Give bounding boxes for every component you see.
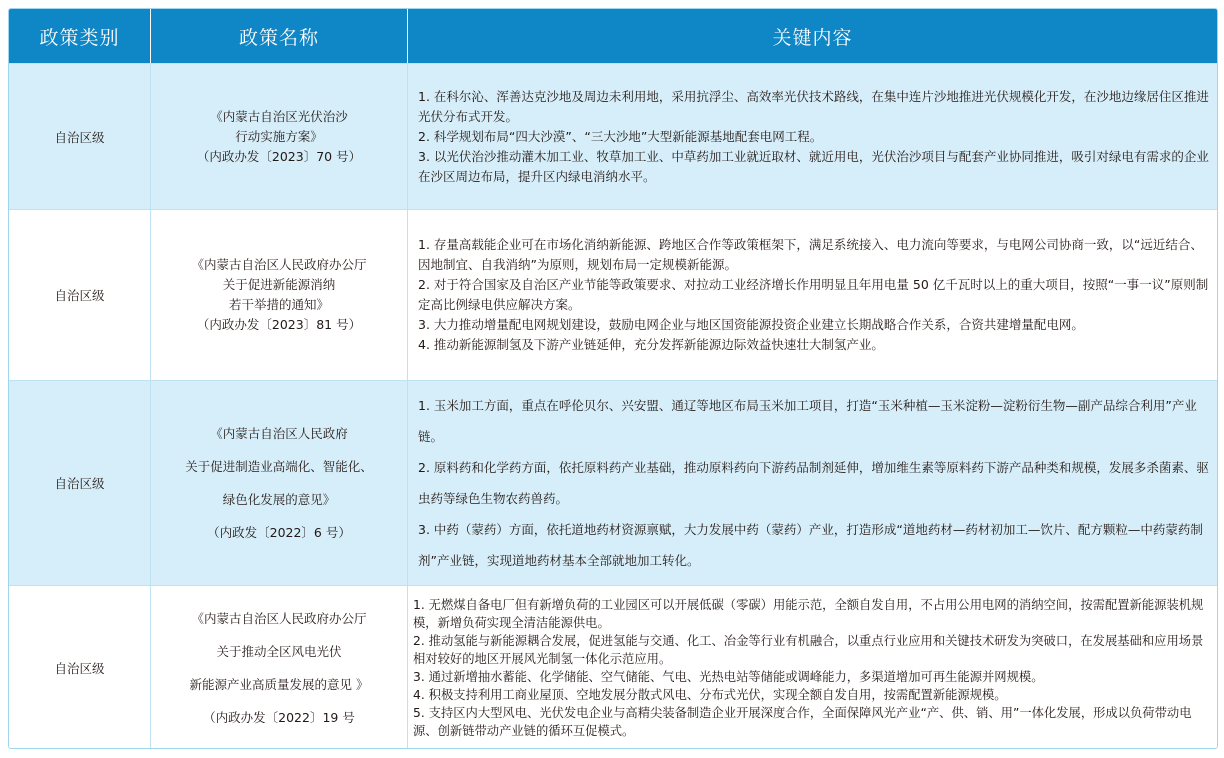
content-item: 3. 大力推动增量配电网规划建设，鼓励电网企业与地区国资能源投资企业建立长期战略合作关系，合资共建增量配电网。 — [418, 317, 1084, 332]
policy-table — [8, 8, 1218, 749]
content-item: 2. 科学规划布局“四大沙漠”、“三大沙地”大型新能源基地配套电网工程。 — [418, 128, 823, 144]
policy-category: 自治区级 — [9, 381, 151, 585]
key-content — [408, 64, 1217, 209]
content-item: 3. 中药（蒙药）方面，依托道地药材资源禀赋，大力发展中药（蒙药）产业，打造形成“道地药材—药材初加工—饮片、配方颗粒—中药蒙药制剂”产业链，实现道地药材基本全部就地加工转化。 — [418, 522, 1203, 568]
content-item: 4. 推动新能源制氢及下游产业链延伸，充分发挥新能源边际效益快速壮大制氢产业。 — [418, 337, 884, 352]
policy-category: 自治区级 — [9, 210, 151, 380]
policy-name-line: 新能源产业高质量发展的意见 》 — [189, 676, 369, 692]
policy-category: 自治区级 — [9, 64, 151, 209]
policy-name-line: 关于推动全区风电光伏 — [216, 643, 342, 659]
header-policy-name: 政策名称 — [151, 9, 408, 63]
key-content — [408, 586, 1217, 749]
content-item: 1. 存量高载能企业可在市场化消纳新能源、跨地区合作等政策框架下，满足系统接入、电力流向等要求，与电网公司协商一致，以“远近结合、因地制宜、自我消纳”为原则，规划布局一定规模新能源。 — [418, 237, 1203, 272]
content-item: 2. 对于符合国家及自治区产业节能等政策要求、对拉动工业经济增长作用明显且年用电量 50 亿千瓦时以上的重大项目，按照“一事一议”原则制定高比例绿电供应解决方案。 — [418, 277, 1209, 312]
content-item: 2. 原料药和化学药方面，依托原料药产业基础，推动原料药向下游药品制剂延伸，增加维生素等原料药下游产品种类和规模，发展多杀菌素、驱虫药等绿色生物农药兽药。 — [418, 460, 1209, 506]
table-header — [9, 9, 1217, 63]
policy-name-line: 关于促进新能源消纳 — [222, 277, 336, 292]
policy-name-line: 《内蒙古自治区人民政府办公厅 — [191, 610, 367, 626]
content-item: 1. 在科尔沁、浑善达克沙地及周边未利用地，采用抗浮尘、高效率光伏技术路线，在集中连片沙地推进光伏规模化开发，在沙地边缘居住区推进光伏分布式开发。 — [418, 88, 1209, 124]
policy-name-line: 绿色化发展的意见》 — [222, 492, 336, 507]
policy-name-line: 关于促进制造业高端化、智能化、 — [185, 459, 373, 474]
content-item: 5. 支持区内大型风电、光伏发电企业与高精尖装备制造企业开展深度合作，全面保障风光产业“产、供、销、用”一体化发展，形成以负荷带动电源、创新链带动产业链的循环互促模式。 — [413, 705, 1192, 738]
content-item: 2. 推动氢能与新能源耦合发展，促进氢能与交通、化工、冶金等行业有机融合，以重点行业应用和关键技术研发为突破口，在发展基础和应用场景相对较好的地区开展风光制氢一体化示范应用。 — [413, 633, 1204, 666]
policy-name-line: 《内蒙古自治区人民政府办公厅 — [191, 257, 367, 272]
policy-name-line: 《内蒙古自治区光伏治沙 — [210, 108, 348, 124]
policy-name-line: 《内蒙古自治区人民政府 — [210, 426, 348, 441]
policy-name — [151, 381, 408, 585]
policy-category: 自治区级 — [9, 586, 151, 749]
policy-name-line: （内政办发〔2023〕81 号） — [196, 317, 362, 332]
policy-name-line: （内政办发〔2023〕70 号） — [196, 148, 362, 164]
policy-name-line: （内政发〔2022〕6 号） — [207, 525, 351, 540]
content-item: 1. 玉米加工方面，重点在呼伦贝尔、兴安盟、通辽等地区布局玉米加工项目，打造“玉米种植—玉米淀粉—淀粉衍生物—副产品综合利用”产业链。 — [418, 398, 1197, 444]
content-item: 1. 无燃煤自备电厂但有新增负荷的工业园区可以开展低碳（零碳）用能示范，全额自发自用，不占用公用电网的消纳空间，按需配置新能源装机规模，新增负荷实现全清洁能源供电。 — [413, 597, 1204, 630]
policy-name — [151, 210, 408, 380]
header-policy-category: 政策类别 — [9, 9, 151, 63]
policy-name-line: 行动实施方案》 — [235, 128, 323, 144]
policy-name-line: 若干举措的通知》 — [228, 297, 329, 312]
key-content — [408, 381, 1217, 585]
table-row — [9, 209, 1217, 380]
content-item: 3. 以光伏治沙推动灌木加工业、牧草加工业、中草药加工业就近取材、就近用电，光伏治沙项目与配套产业协同推进，吸引对绿电有需求的企业在沙区周边布局，提升区内绿电消纳水平。 — [418, 148, 1209, 184]
policy-name-line: （内政办发〔2022〕19 号 — [203, 709, 355, 725]
content-item: 3. 通过新增抽水蓄能、化学储能、空气储能、气电、光热电站等储能或调峰能力，多渠道增加可再生能源并网规模。 — [413, 669, 1044, 684]
policy-name — [151, 64, 408, 209]
table-row — [9, 585, 1217, 749]
table-row — [9, 380, 1217, 585]
policy-name — [151, 586, 408, 749]
content-item: 4. 积极支持利用工商业屋顶、空地发展分散式风电、分布式光伏，实现全额自发自用，按需配置新能源规模。 — [413, 687, 1007, 702]
header-key-content: 关键内容 — [772, 26, 853, 49]
table-row — [9, 63, 1217, 209]
key-content — [408, 210, 1217, 380]
